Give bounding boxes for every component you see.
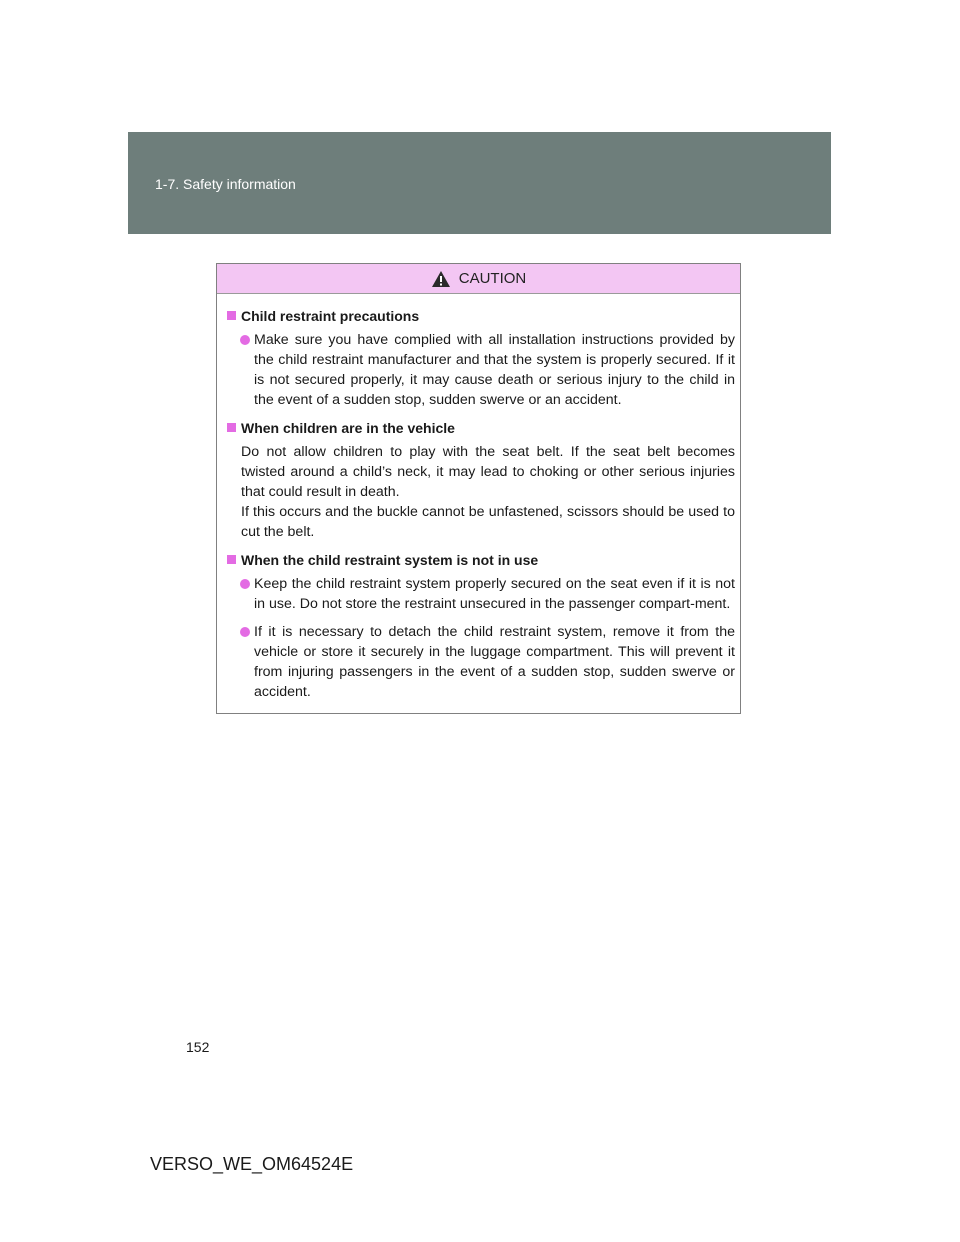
paragraph <box>223 442 735 542</box>
round-bullet-icon <box>240 335 250 345</box>
paragraph-text: Do not allow children to play with the seat belt. If the seat belt becomes twisted around a child’s neck, it may lead to choking or other serious injuries that could result in death. <box>241 444 735 500</box>
caution-box <box>216 263 741 714</box>
square-bullet-icon <box>227 555 236 564</box>
section-heading <box>223 418 735 438</box>
bullet-text: Make sure you have complied with all installation instructions provided by the child restraint manufacturer and that the system is properly secured. If it is not secured properly, it may cause death or serious injury to the child in the event of a sudden stop, sudden swerve or an accident. <box>254 332 735 408</box>
bullet-item <box>223 574 735 614</box>
paragraph-text: If this occurs and the buckle cannot be unfastened, scissors should be used to cut the belt. <box>241 504 735 540</box>
caution-header <box>217 264 740 294</box>
warning-triangle-icon <box>431 270 451 288</box>
square-bullet-icon <box>227 423 236 432</box>
heading-text: Child restraint precautions <box>241 308 420 324</box>
section-heading <box>223 306 735 326</box>
round-bullet-icon <box>240 579 250 589</box>
square-bullet-icon <box>227 311 236 320</box>
heading-text: When children are in the vehicle <box>241 420 455 436</box>
round-bullet-icon <box>240 627 250 637</box>
section-header-band <box>128 132 831 234</box>
bullet-text: Keep the child restraint system properly secured on the seat even if it is not in use. Do not store the restraint unsecured in the passenger compart-ment. <box>254 576 735 612</box>
bullet-item <box>223 622 735 702</box>
heading-text: When the child restraint system is not in use <box>241 552 539 568</box>
document-code: VERSO_WE_OM64524E <box>150 1154 354 1174</box>
section-title: 1-7. Safety information <box>155 176 296 192</box>
bullet-text: If it is necessary to detach the child restraint system, remove it from the vehicle or store it securely in the luggage compartment. This will prevent it from injuring passengers in the event of a sudden stop, sudden swerve or accident. <box>254 624 735 700</box>
section-heading <box>223 550 735 570</box>
page-number: 152 <box>186 1039 210 1055</box>
caution-title: CAUTION <box>458 270 527 287</box>
bullet-item <box>223 330 735 410</box>
caution-body <box>217 294 740 702</box>
